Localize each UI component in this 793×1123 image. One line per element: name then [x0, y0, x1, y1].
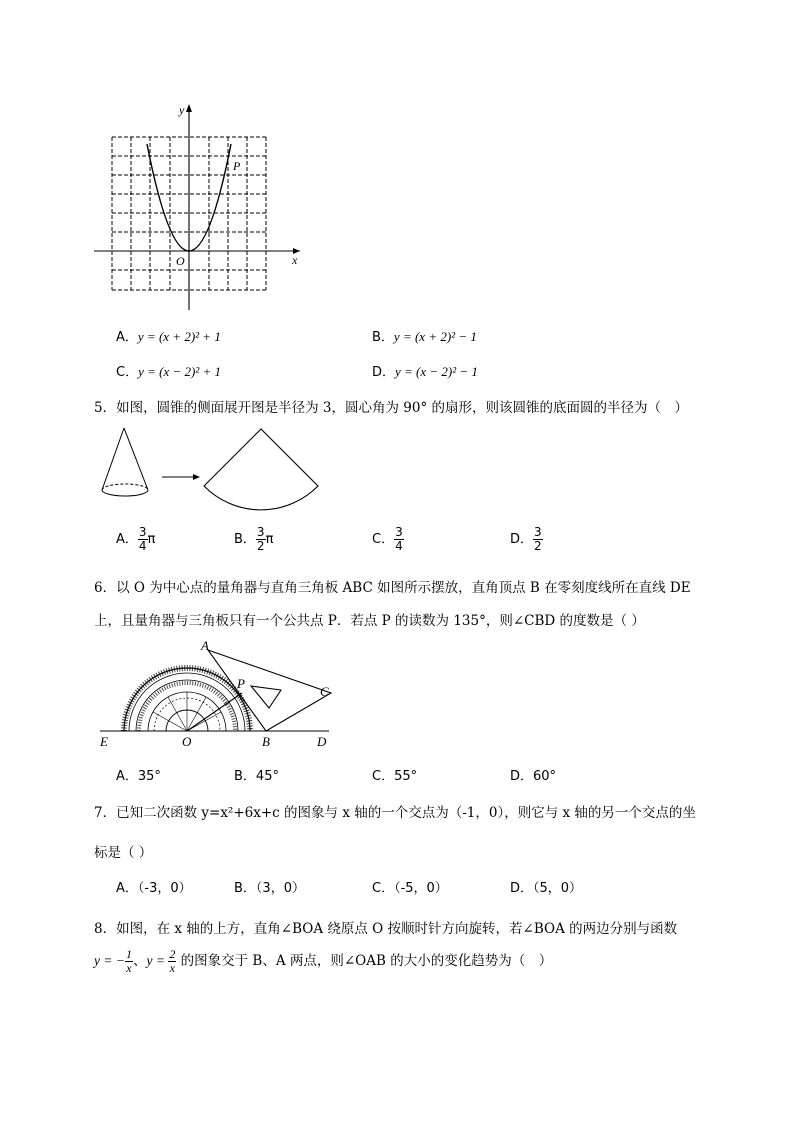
q7-option-a: A．（-3，0）: [116, 881, 192, 896]
origin-label: O: [176, 254, 185, 268]
q6-option-d: D．60°: [510, 769, 557, 784]
q7-option-b: B．（3，0）: [234, 881, 305, 896]
q5-option-a: A． $\frac{3}{4}$ π: [116, 525, 156, 553]
protractor-triangle-figure: [96, 638, 346, 753]
q8-func2-prefix: y =: [146, 953, 169, 968]
q7-question-line2: 标是（ ）: [94, 845, 153, 861]
y-axis-label: y: [179, 103, 185, 117]
q6-option-c: C．55°: [372, 769, 418, 784]
q4-option-c: C．y = (x − 2)² + 1: [116, 364, 221, 380]
cone-and-sector-figure: [98, 424, 338, 514]
q5-question: 5．如图，圆锥的侧面展开图是半径为 3，圆心角为 90° 的扇形，则该圆锥的底面圆的半径为（ ）: [94, 400, 688, 416]
fig-label-p: P: [237, 676, 245, 691]
parabola-figure: [90, 100, 310, 315]
q6-question-line2: 上，且量角器与三角板只有一个公共点 P．若点 P 的读数为 135°，则∠CBD 的度数是（ ）: [94, 613, 645, 629]
q6-option-a: A．35°: [116, 769, 161, 784]
q6-question-line1: 6．以 O 为中心点的量角器与直角三角板 ABC 如图所示摆放，直角顶点 B 在零刻度线所在直线 DE: [94, 580, 691, 596]
q4-option-b: B．y = (x + 2)² − 1: [372, 329, 477, 345]
q4-option-a: A．y = (x + 2)² + 1: [116, 329, 221, 345]
fig-label-b: B: [262, 734, 270, 749]
q4-option-d: D．y = (x − 2)² − 1: [372, 364, 478, 380]
fig-label-c: C: [320, 684, 329, 699]
q8-func1-prefix: y = −: [94, 953, 125, 968]
fig-label-e: E: [100, 734, 108, 749]
fig-label-d: D: [317, 734, 327, 749]
q8-question-line2: y = − $\frac{1}{x}$ 、y = $\frac{2}{x}$ 的图象交于 B、A 两点，则∠OAB 的大小的变化趋势为（ ）: [94, 947, 553, 975]
q7-question-line1: 7．已知二次函数 y=x²+6x+c 的图象与 x 轴的一个交点为（-1，0），则它与 x 轴的另一个交点的坐: [94, 805, 696, 821]
q6-option-b: B．45°: [234, 769, 279, 784]
q5-option-b: B． $\frac{3}{2}$ π: [234, 525, 274, 553]
fig-label-o: O: [182, 734, 192, 749]
fig-label-a: A: [201, 638, 209, 653]
q8-line2-rest: 的图象交于 B、A 两点，则∠OAB 的大小的变化趋势为（ ）: [176, 953, 553, 969]
point-p-label: P: [233, 159, 241, 173]
q7-option-d: D．（5，0）: [510, 881, 583, 896]
x-axis-label: x: [292, 253, 298, 267]
q5-option-c: C． $\frac{3}{4}$: [372, 525, 403, 553]
q8-question-line1: 8．如图，在 x 轴的上方，直角∠BOA 绕原点 O 按顺时针方向旋转，若∠BOA 的两边分别与函数: [94, 921, 678, 937]
q7-option-c: C．（-5，0）: [372, 881, 448, 896]
q5-option-d: D． $\frac{3}{2}$: [510, 525, 542, 553]
